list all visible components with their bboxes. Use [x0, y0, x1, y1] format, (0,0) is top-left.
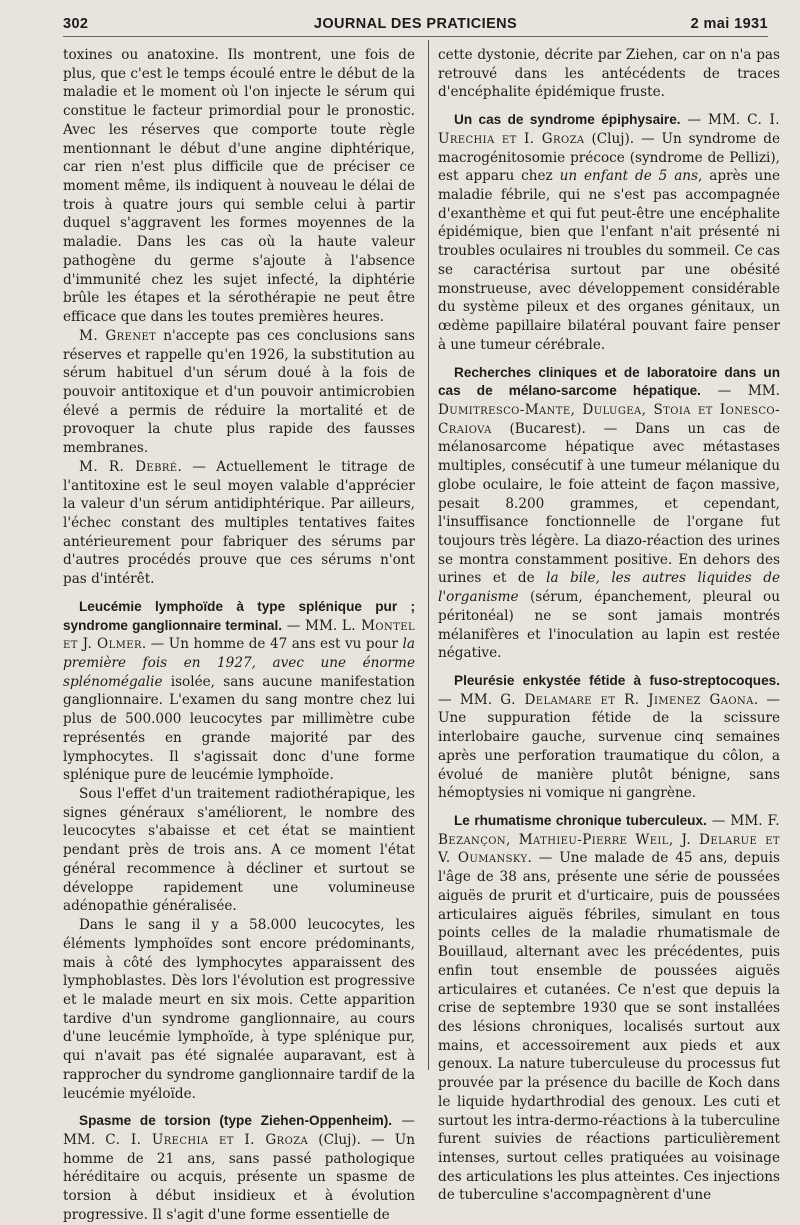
dash: — MM. [282, 617, 342, 634]
paragraph-text: . — Une suppuration fétide de la scissure interlobaire gauche, survenue cinq semaines après une perforation traumatique du côlon, a évolué de manière plutôt bénigne, sans hémoptysies ni vomique ni gangrène. [438, 691, 780, 802]
author-name: M. Grenet [79, 327, 157, 344]
journal-title: JOURNAL DES PRATICIENS [313, 16, 518, 32]
page-number: 302 [63, 16, 89, 32]
section-authors: Dumitresco-Mante, Dulugea, Stoia et Ionesco-Craiova [438, 401, 780, 437]
paragraph-text: isolée, sans aucune manifestation ganglionnaire. L'examen du sang montre chez lui plus de 500.000 leucocytes par millimètre cube représentés en grande majorité par des lymphocytes. Il s'agissait donc d'une forme splénique pure de leucémie lymphoïde. [63, 673, 415, 784]
left-column [63, 46, 415, 1225]
paragraph-text: (sérum, épanchement, pleural ou péritonéal) ne se sont jamais montrés mélanifères et l'inoculation au lapin est restée négative. [438, 589, 780, 662]
paragraph-text: , après une maladie fébrile, qui ne s'est pas accompagnée d'exanthème et qui fut peut-être une encéphalite épidémique, bien que l'enfant n'ait présenté ni troubles oculaires ni troubles du sommeil. Ce cas se caractérisa surtout par une obésité monstrueuse, avec développement considérable du système pileux et des organes génitaux, un œdème papillaire bilatéral pouvant faire penser à une tumeur cérébrale. [438, 168, 781, 353]
paragraph-leucemie-2: Sous l'effet d'un traitement radiothérapique, les signes généraux s'améliorent, le nombre des leucocytes s'abaisse et cet état se maintient pendant près de trois ans. A ce moment l'état général recommence à décliner et surtout se développe rapidement une volumineuse adénopathie généralisée. [63, 786, 415, 915]
section-title: Spasme de torsion (type Ziehen-Oppenheim). [79, 1113, 393, 1129]
section-authors: F. Bezançon, Mathieu-Pierre Weil, J. Delarue et V. Oumansky [438, 813, 780, 867]
italic-text: la bile, les autres liquides de l'organisme [438, 570, 780, 606]
dash: — MM. [63, 1113, 415, 1148]
section-rhumatisme [438, 812, 780, 1205]
paragraph-text: . — Actuellement le titrage de l'antitoxine est le seul moyen valable d'apprécier la valeur d'un sérum antidiphtérique. Par ailleurs, l'échec constant des multiples tentatives faites antérieurement pour fabriquer des sérums par d'autres procédés prouve que ces sérums n'ont pas d'intérêt. [63, 458, 415, 588]
section-epiphysaire [438, 111, 780, 354]
section-title: Le rhumatisme chronique tuberculeux. [454, 813, 707, 829]
paragraph-spasme-continued: cette dystonie, décrite par Ziehen, car on n'a pas retrouvé dans les antécédents de traces d'encéphalite épidémique fruste. [438, 47, 780, 101]
paragraph-text: (Cluj). — Un homme de 21 ans, sans passé pathologique héréditaire ou acquis, présente un spasme de torsion à début insidieux et à évolution progressive. Il s'agit d'une forme essentielle de [63, 1131, 415, 1223]
column-divider [428, 40, 429, 1070]
dash: — MM. [700, 383, 780, 400]
dash: — MM. [438, 691, 501, 708]
paragraph-text: . — Un homme de 47 ans est vu pour [141, 636, 403, 653]
dash: — MM. [706, 813, 768, 830]
dash: — MM. [680, 112, 748, 129]
section-title: Leucémie lymphoïde à type splénique pur ; syndrome ganglionnaire terminal. [63, 598, 415, 633]
paragraph-grenet [63, 327, 415, 458]
section-leucemie [63, 598, 415, 785]
section-melano-sarcome [438, 364, 780, 664]
section-authors: C. I. Urechia et I. Groza [438, 112, 781, 147]
right-column [438, 46, 780, 1205]
author-name: M. R. Debré [79, 458, 178, 475]
section-spasme [63, 1112, 415, 1224]
paragraph-text: . — Une malade de 45 ans, depuis l'âge de 38 ans, présente une série de poussées aiguës de prurit et d'urticaire, puis de poussées articulaires aiguës fébriles, simulant en tous points celles de la maladie rhumatismale de Bouillaud, alternant avec les précédentes, puis enfin tout ensemble de poussées aiguës articulaires et cutanées. Ce n'est que depuis la crise de septembre 1930 que se sont installées des lésions chroniques, localisés surtout aux mains, et accessoirement aux pieds et aux genoux. La nature tuberculeuse du processus fut prouvée par la présence du bacille de Koch dans le liquide hydarthrodial des genoux. Les cuti et surtout les intra-dermo-réactions à la tuberculine furent suivies de réactions particulièrement intenses, surtout celles pratiquées au voisinage des articulations les plus atteintes. Ces injections de tuberculine s'accompagnèrent d'une [438, 850, 780, 1204]
section-title: Un cas de syndrome épiphysaire. [454, 112, 681, 128]
section-title: Pleurésie enkystée fétide à fuso-streptocoques. [454, 673, 780, 688]
paragraph-diphtheria-continued: toxines ou anatoxine. Ils montrent, une fois de plus, que c'est le temps écoulé entre le début de la maladie et le moment où l'on injecte le sérum qui constitue le facteur primordial pour le pronostic. Avec les réserves que comporte toute règle mentionnant le début d'une angine diphtérique, car rien n'est plus difficile que de préciser ce moment même, ils indiquent à nouveau le délai de trois à quatre jours qui semble celui à partir duquel s'aggravent les formes moyennes de la maladie. Dans les cas où la haute valeur pathogène du germe s'ajoute à l'absence d'immunité chez les sujet infecté, la diphtérie brûle les étapes et la sérothérapie ne peut être efficace que dans les toutes premières heures. [63, 47, 415, 326]
paragraph-debre [63, 458, 415, 589]
italic-text: un enfant de 5 ans [559, 168, 699, 185]
section-pleuresie [438, 672, 780, 803]
issue-date: 2 mai 1931 [690, 16, 768, 32]
section-authors: L. Montel et J. Olmer [63, 617, 415, 653]
paragraph-text: (Cluj). — Un syndrome de macrogénitosomie précoce (syndrome de Pellizi), est apparu chez [438, 130, 780, 185]
section-authors: G. Delamare et R. Jimenez Gaona [500, 691, 754, 708]
section-authors: C. I. Urechia et I. Groza [105, 1131, 309, 1148]
italic-text: la première fois en 1927, avec une énorme splénomégalie [63, 636, 415, 690]
section-title: Recherches cliniques et de laboratoire dans un cas de mélano-sarcome hépatique. [438, 364, 780, 399]
paragraph-text: (Bucarest). — Dans un cas de mélanosarcome hépatique avec métastases multiples, consécutif à une tumeur mélanique du globe oculaire, le foie atteint de façon massive, pesait 8.200 grammes, et cependant, l'insuffisance fonctionnelle de l'organe fut toujours très légère. La diazo-réaction des urines se montra constamment positive. En dehors des urines et de [438, 420, 780, 587]
paragraph-leucemie-3: Dans le sang il y a 58.000 leucocytes, les éléments lymphoïdes sont encore prédominants, mais à côté des lymphocytes apparaissent des lymphoblastes. Dès lors l'évolution est progressive et le malade meurt en six mois. Cette apparition tardive d'un syndrome ganglionnaire, au cours d'une leucémie lymphoïde, à type splénique pur, qui n'avait pas été signalée auparavant, est à rapprocher du syndrome ganglionnaire tardif de la leucémie myéloïde. [63, 917, 415, 1102]
paragraph-text: n'accepte pas ces conclusions sans réserves et rappelle qu'en 1926, la substitution au sérum habituel d'un sérum doué à la fois de pouvoir antitoxique et d'un pouvoir antimicrobien élevé a permis de réduire la mortalité et de provoquer la chute plus rapide des fausses membranes. [63, 327, 416, 457]
running-header [63, 14, 768, 37]
